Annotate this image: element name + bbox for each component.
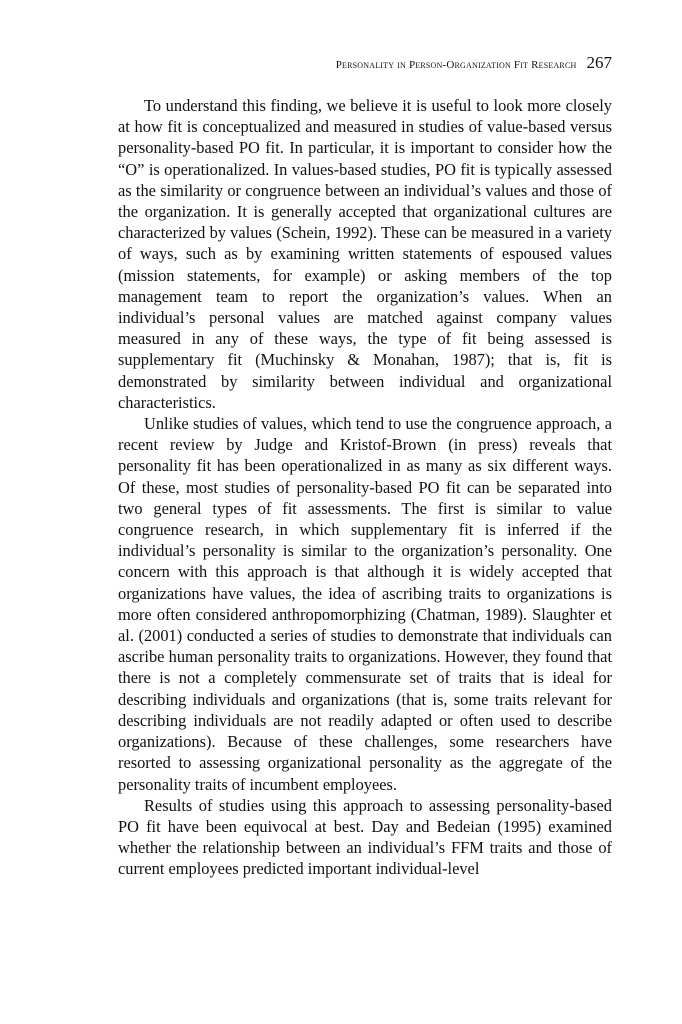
running-head (118, 53, 612, 73)
page-number: 267 (586, 53, 612, 72)
body-text (118, 95, 612, 880)
paragraph-1: To understand this finding, we believe it is useful to look more closely at how fit is conceptualized and measured in studies of value-based versus personality-based PO fit. In particular, it is important to consider how the “O” is operationalized. In values-based studies, PO fit is typically assessed as the similarity or congruence between an individual’s values and those of the organization. It is generally accepted that organizational cultures are characterized by values (Schein, 1992). These can be measured in a variety of ways, such as by examining written statements of espoused values (mission statements, for example) or asking members of the top management team to report the organization’s values. When an individual’s personal values are matched against company values measured in any of these ways, the type of fit being assessed is supplementary fit (Muchinsky & Monahan, 1987); that is, fit is demonstrated by similarity between individual and organizational characteristics. (118, 96, 612, 412)
running-title: Personality in Person-Organization Fit Research (335, 59, 577, 71)
paragraph-3: Results of studies using this approach to assessing personality-based PO fit have been equivocal at best. Day and Bedeian (1995) examined whether the relationship between an individual’s FFM traits and those of current employees predicted important individual-level (118, 795, 612, 879)
paragraph-2: Unlike studies of values, which tend to use the congruence approach, a recent review by Judge and Kristof-Brown (in press) reveals that personality fit has been operationalized in as many as six different ways. Of these, most studies of personality-based PO fit can be separated into two general types of fit assessments. The first is similar to value congruence research, in which supplementary fit is inferred if the individual’s personality is similar to the organization’s personality. One concern with this approach is that although it is widely accepted that organizations have values, the idea of ascribing traits to organizations is more often considered anthropomorphizing (Chatman, 1989). Slaughter et al. (2001) conducted a series of studies to demonstrate that individuals can ascribe human personality traits to organizations. However, they found that there is not a completely commensurate set of traits that is ideal for describing individuals and organizations (that is, some traits relevant for describing individuals are not readily adapted or often used to describe organizations). Because of these challenges, some researchers have resorted to assessing organizational personality as the aggregate of the personality traits of incumbent employees. (118, 414, 612, 794)
